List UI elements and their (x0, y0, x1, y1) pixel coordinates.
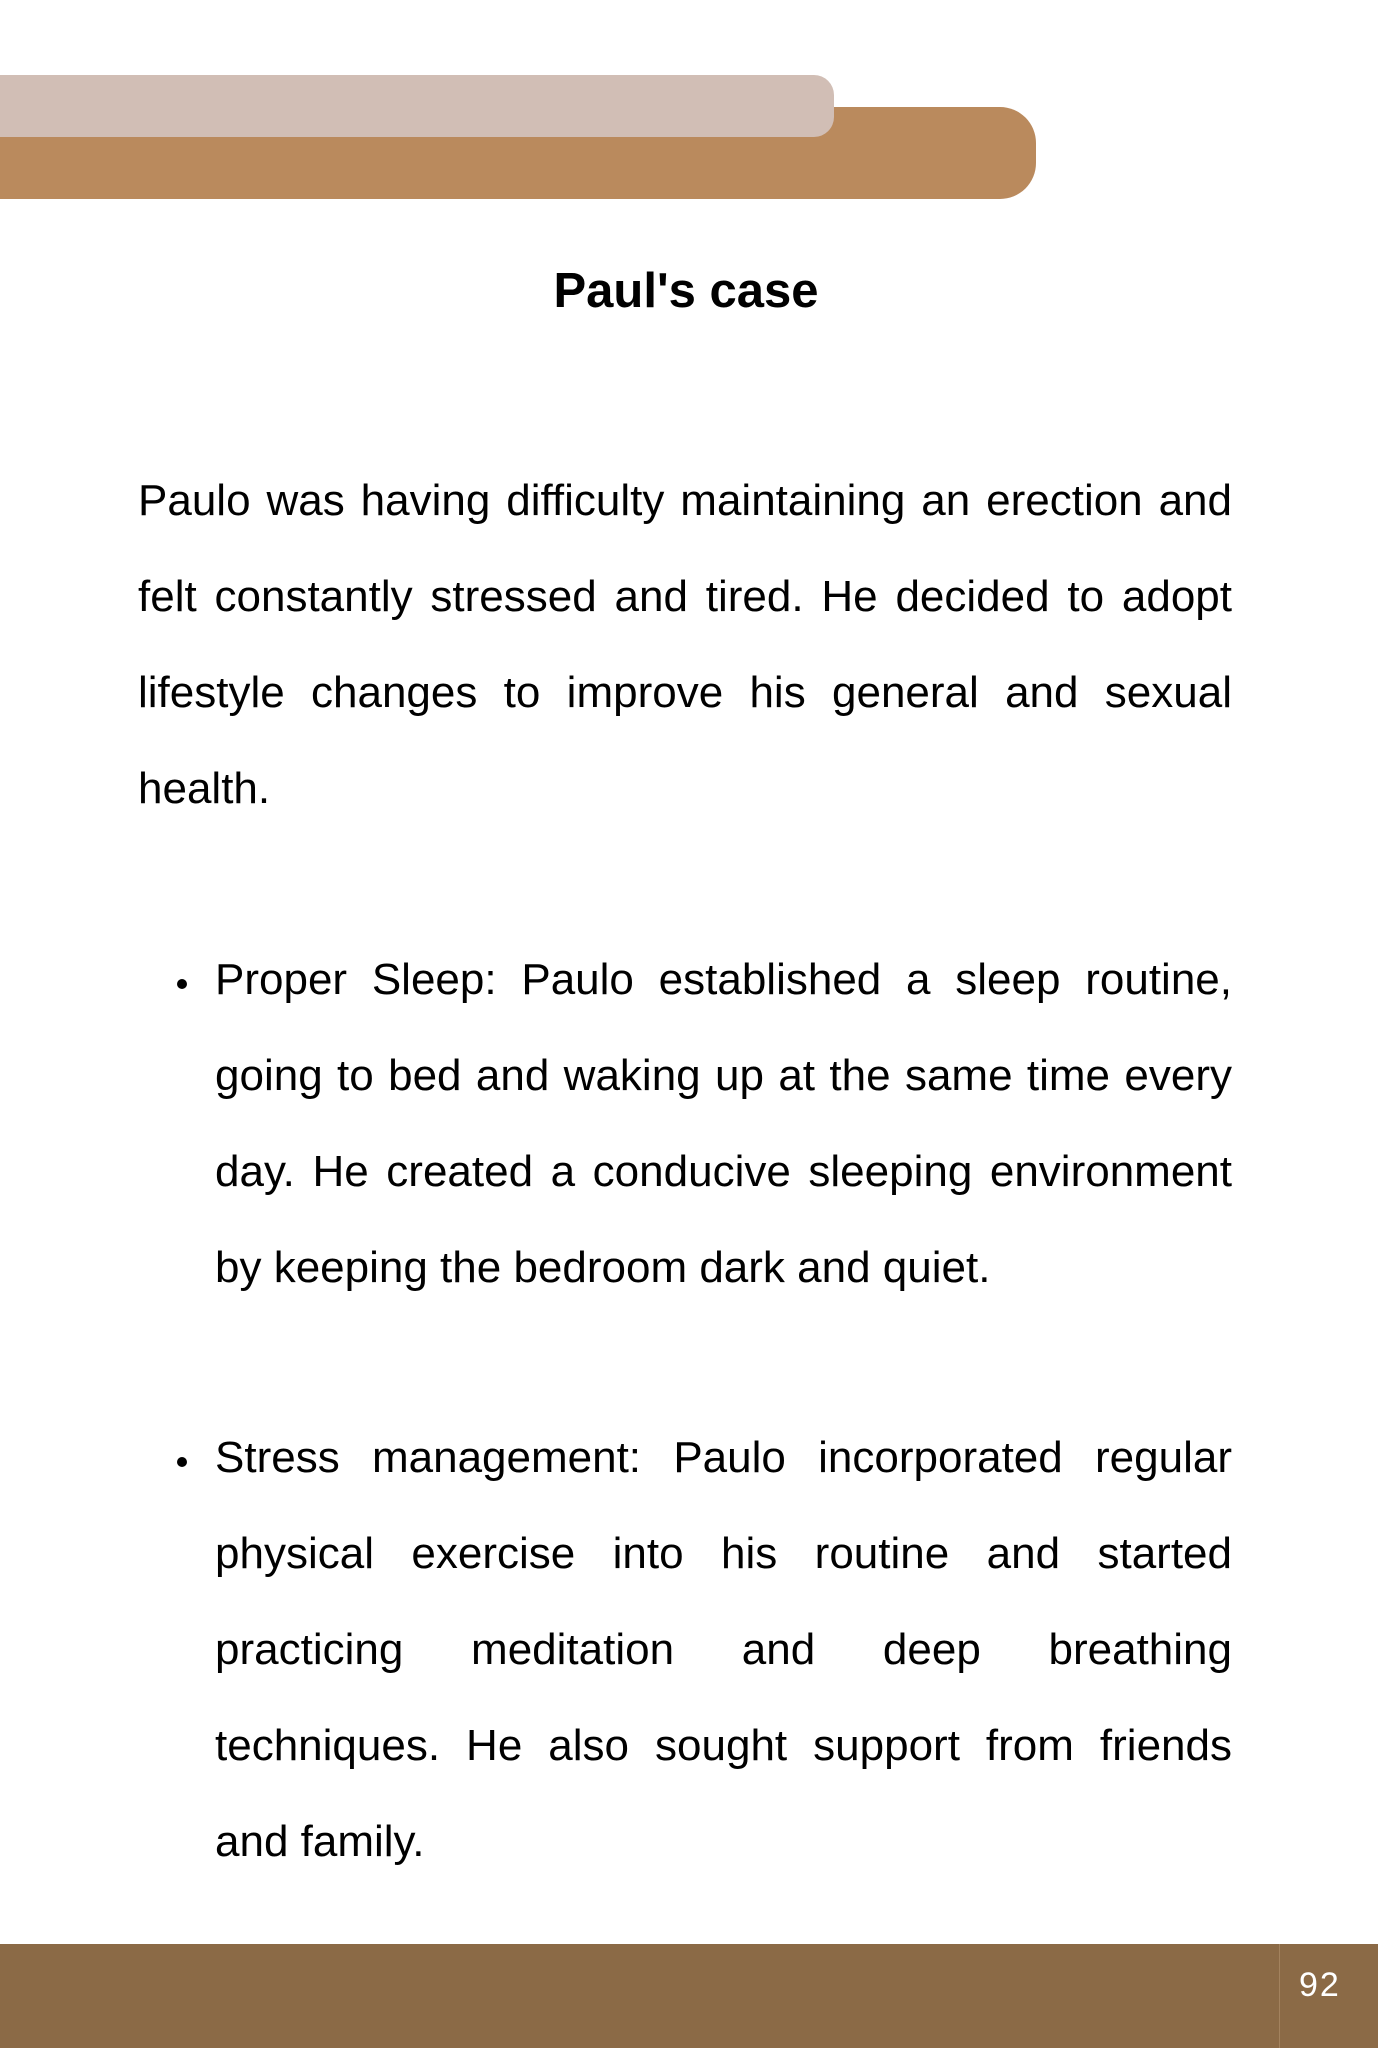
bullet-line: by keeping the bedroom dark and quiet. (215, 1243, 991, 1292)
bullet-line: physical exercise into his routine and started (215, 1529, 1232, 1578)
intro-line: health. (138, 764, 271, 813)
page-title: Paul's case (553, 264, 819, 318)
bullet-text (215, 932, 1232, 1316)
intro-line: lifestyle changes to improve his general and sexual (138, 668, 1232, 717)
bullet-line: Proper Sleep: Paulo established a sleep routine, (215, 955, 1232, 1004)
intro-paragraph (138, 453, 1232, 837)
bullet-line: and family. (215, 1817, 425, 1866)
page-footer (0, 1944, 1378, 2048)
bullet-text (215, 1410, 1232, 1890)
intro-line: Paulo was having difficulty maintaining an erection and (138, 476, 1232, 525)
intro-line: felt constantly stressed and tired. He decided to adopt (138, 572, 1232, 621)
bullet-icon (177, 979, 187, 989)
page-number: 92 (1299, 1966, 1341, 2004)
bullet-line: going to bed and waking up at the same time every (215, 1051, 1232, 1100)
footer-divider (1279, 1944, 1280, 2048)
bullet-line: day. He created a conducive sleeping environment (215, 1147, 1232, 1196)
header-decoration-bar-light (0, 75, 834, 137)
bullet-icon (177, 1457, 187, 1467)
bullet-line: techniques. He also sought support from friends (215, 1721, 1232, 1770)
bullet-line: practicing meditation and deep breathing (215, 1625, 1232, 1674)
bullet-line: Stress management: Paulo incorporated regular (215, 1433, 1232, 1482)
